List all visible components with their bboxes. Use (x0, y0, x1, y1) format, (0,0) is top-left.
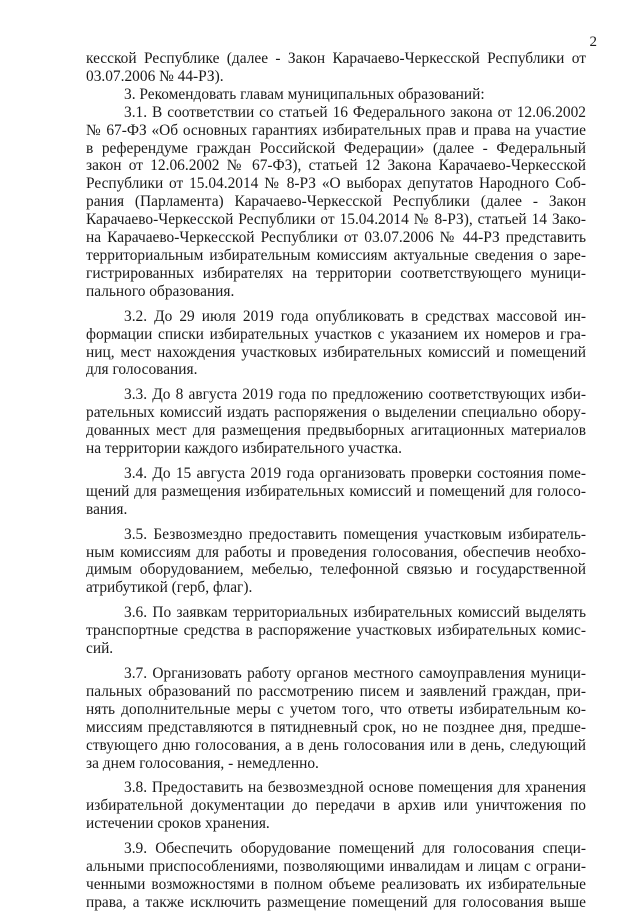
paragraph-item-3-9 (86, 840, 586, 912)
text-line: 3.1. В соответствии со статьей 16 Федерального закона от 12.06.2002 (124, 103, 586, 121)
text-line: 3.4. До 15 августа 2019 года организовать проверки состояния поме- (124, 464, 586, 482)
text-line: избирательной документации до передачи в архив или уничтожения по (86, 797, 586, 815)
text-line: ным комиссиям для работы и проведения голосования, обеспечив необхо- (86, 543, 586, 561)
text-line: 3.8. Предоставить на безвозмездной основе помещения для хранения (124, 779, 586, 797)
document-body (86, 50, 586, 912)
text-line: 3.6. По заявкам территориальных избирательных комиссий выделять (124, 604, 586, 622)
paragraph-item-3-1 (86, 104, 586, 301)
text-line: кесской Республике (далее - Закон Карачаево-Черкесской Республики от (86, 50, 586, 67)
text-line: на территории каждого избирательного участка. (86, 440, 402, 458)
text-line: ченными возможностями в полном объеме реализовать их избирательные (86, 875, 586, 893)
text-line: щений для размещения избирательных комиссий и помещений для голосо- (86, 482, 586, 500)
text-line: 3.7. Организовать работу органов местного самоуправления муници- (124, 665, 586, 682)
text-line: Карачаево-Черкесской Республики от 15.04.2014 № 8-РЗ), статьей 14 Зако- (86, 211, 586, 229)
text-line: димым оборудованием, мебелью, телефонной связью и государственной (86, 561, 586, 579)
text-line: альными приспособлениями, позволяющими инвалидам и лицам с ограни- (86, 858, 586, 876)
paragraph-item-3-2 (86, 308, 586, 380)
text-line: атрибутикой (герб, флаг). (86, 579, 253, 597)
text-line: 3.3. До 8 августа 2019 года по предложению соответствующих изби- (124, 386, 586, 404)
paragraph-continuation (86, 50, 586, 86)
paragraph-item-3 (86, 86, 586, 104)
text-line: вания. (86, 500, 128, 518)
paragraph-item-3-5 (86, 526, 586, 598)
text-line: миссиям представляются в пятидневный срок, но не позднее дня, предше- (86, 718, 586, 736)
text-line: транспортные средства в распоряжение участковых избирательных комис- (86, 622, 586, 640)
text-line: рательных комиссий издать распоряжения о выделении специально обору- (86, 404, 586, 422)
text-line: права, а также исключить размещение помещений для голосования выше (86, 893, 586, 911)
text-line: 3. Рекомендовать главам муниципальных образований: (124, 85, 485, 103)
paragraph-item-3-4 (86, 465, 586, 519)
text-line: в референдуме граждан Российской Федерации» (далее - Федеральный (86, 139, 586, 157)
text-line: сий. (86, 640, 114, 658)
text-line: истечении сроков хранения. (86, 815, 270, 833)
paragraph-item-3-8 (86, 779, 586, 833)
text-line: Республики от 15.04.2014 № 8-РЗ «О выборах депутатов Народного Соб- (86, 175, 586, 193)
text-line: на Карачаево-Черкесской Республики от 03.07.2006 № 44-РЗ представить (86, 229, 586, 247)
text-line: нять дополнительные меры с учетом того, что ответы избирательным ко- (86, 700, 586, 718)
text-line: ниц, мест нахождения участковых избирательных комиссий и помещений (86, 343, 586, 361)
text-line: 3.9. Обеспечить оборудование помещений для голосования специ- (124, 840, 586, 858)
text-line: территориальным избирательным комиссиям актуальные сведения о заре- (86, 246, 586, 264)
text-line: гистрированных избирателях на территории соответствующего муници- (86, 264, 586, 282)
text-line: ствующего дню голосования, а в день голосования или в день, следующий (86, 736, 586, 754)
text-line: № 67-ФЗ «Об основных гарантиях избирательных прав и права на участие (86, 121, 586, 139)
paragraph-item-3-6 (86, 604, 586, 658)
text-line: формации списки избирательных участков с указанием их номеров и гра- (86, 325, 586, 343)
paragraph-item-3-7 (86, 665, 586, 772)
text-line: 3.5. Безвозмездно предоставить помещения участковым избиратель- (124, 525, 586, 543)
text-line: для голосования. (86, 361, 198, 379)
text-line: пальных образований по рассмотрению писем и заявлений граждан, при- (86, 682, 586, 700)
text-line: дованных мест для размещения предвыборных агитационных материалов (86, 422, 586, 440)
text-line: закон от 12.06.2002 № 67-ФЗ), статьей 12 Закона Карачаево-Черкесской (86, 157, 586, 175)
text-line: 03.07.2006 № 44-РЗ). (86, 67, 224, 85)
paragraph-item-3-3 (86, 386, 586, 458)
text-line: за днем голосования, - немедленно. (86, 754, 319, 772)
page-number: 2 (589, 34, 597, 50)
text-line: пального образования. (86, 282, 235, 300)
text-line: рания (Парламента) Карачаево-Черкесской Республики (далее - Закон (86, 193, 586, 211)
text-line: 3.2. До 29 июля 2019 года опубликовать в средствах массовой ин- (124, 307, 586, 325)
